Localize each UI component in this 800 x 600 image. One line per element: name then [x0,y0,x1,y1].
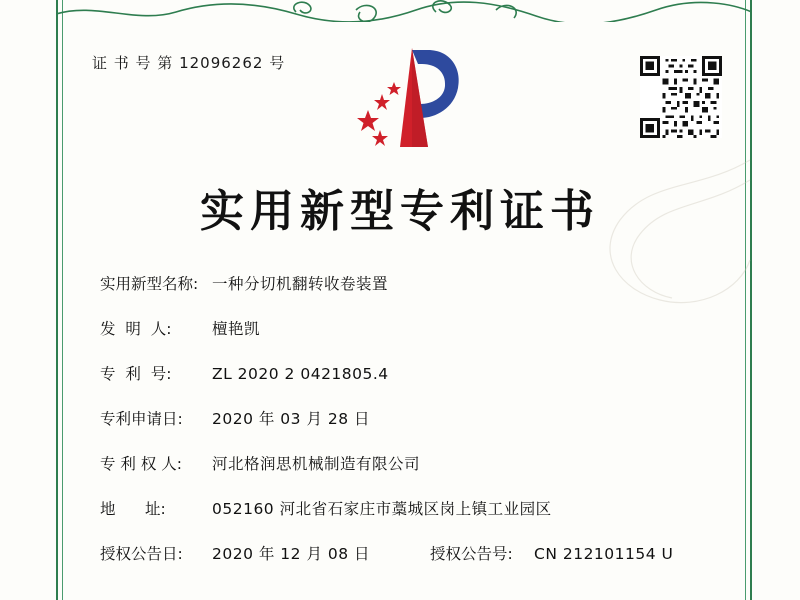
field-value: 2020 年 03 月 28 日 [212,410,371,428]
field-label: 专利申请日: [100,410,183,428]
top-ornament [56,0,752,22]
field-address [100,497,710,519]
cnipa-emblem-icon [350,42,470,157]
field-value: 052160 河北省石家庄市藁城区岗上镇工业园区 [212,500,552,518]
field-patent-number [100,362,710,384]
grant-date-group [100,542,430,564]
field-value: 一种分切机翻转收卷装置 [212,275,389,293]
field-utility-model-name [100,272,710,294]
field-application-date [100,407,710,429]
field-value: CN 212101154 U [534,545,674,563]
field-label: 专 利 权 人: [100,455,183,473]
field-value: 檀艳凯 [212,320,261,338]
page-title: 实用新型专利证书 [200,186,600,237]
field-label: 发 明 人: [100,320,172,338]
field-label: 地 址: [100,500,166,518]
field-value: 河北格润思机械制造有限公司 [212,455,421,473]
field-label: 专 利 号: [100,365,172,383]
field-value: ZL 2020 2 0421805.4 [212,365,389,383]
field-list [100,272,710,564]
qr-code-icon [640,56,722,138]
field-label: 实用新型名称: [100,275,199,293]
certificate-number: 证 书 号 第 12096262 号 [92,54,286,72]
field-inventor [100,317,710,339]
field-label: 授权公告号: [430,545,513,563]
field-label: 授权公告日: [100,545,183,563]
field-patentee [100,452,710,474]
grant-number-group [430,542,673,564]
field-value: 2020 年 12 月 08 日 [212,545,371,563]
field-grant-info [100,542,710,564]
